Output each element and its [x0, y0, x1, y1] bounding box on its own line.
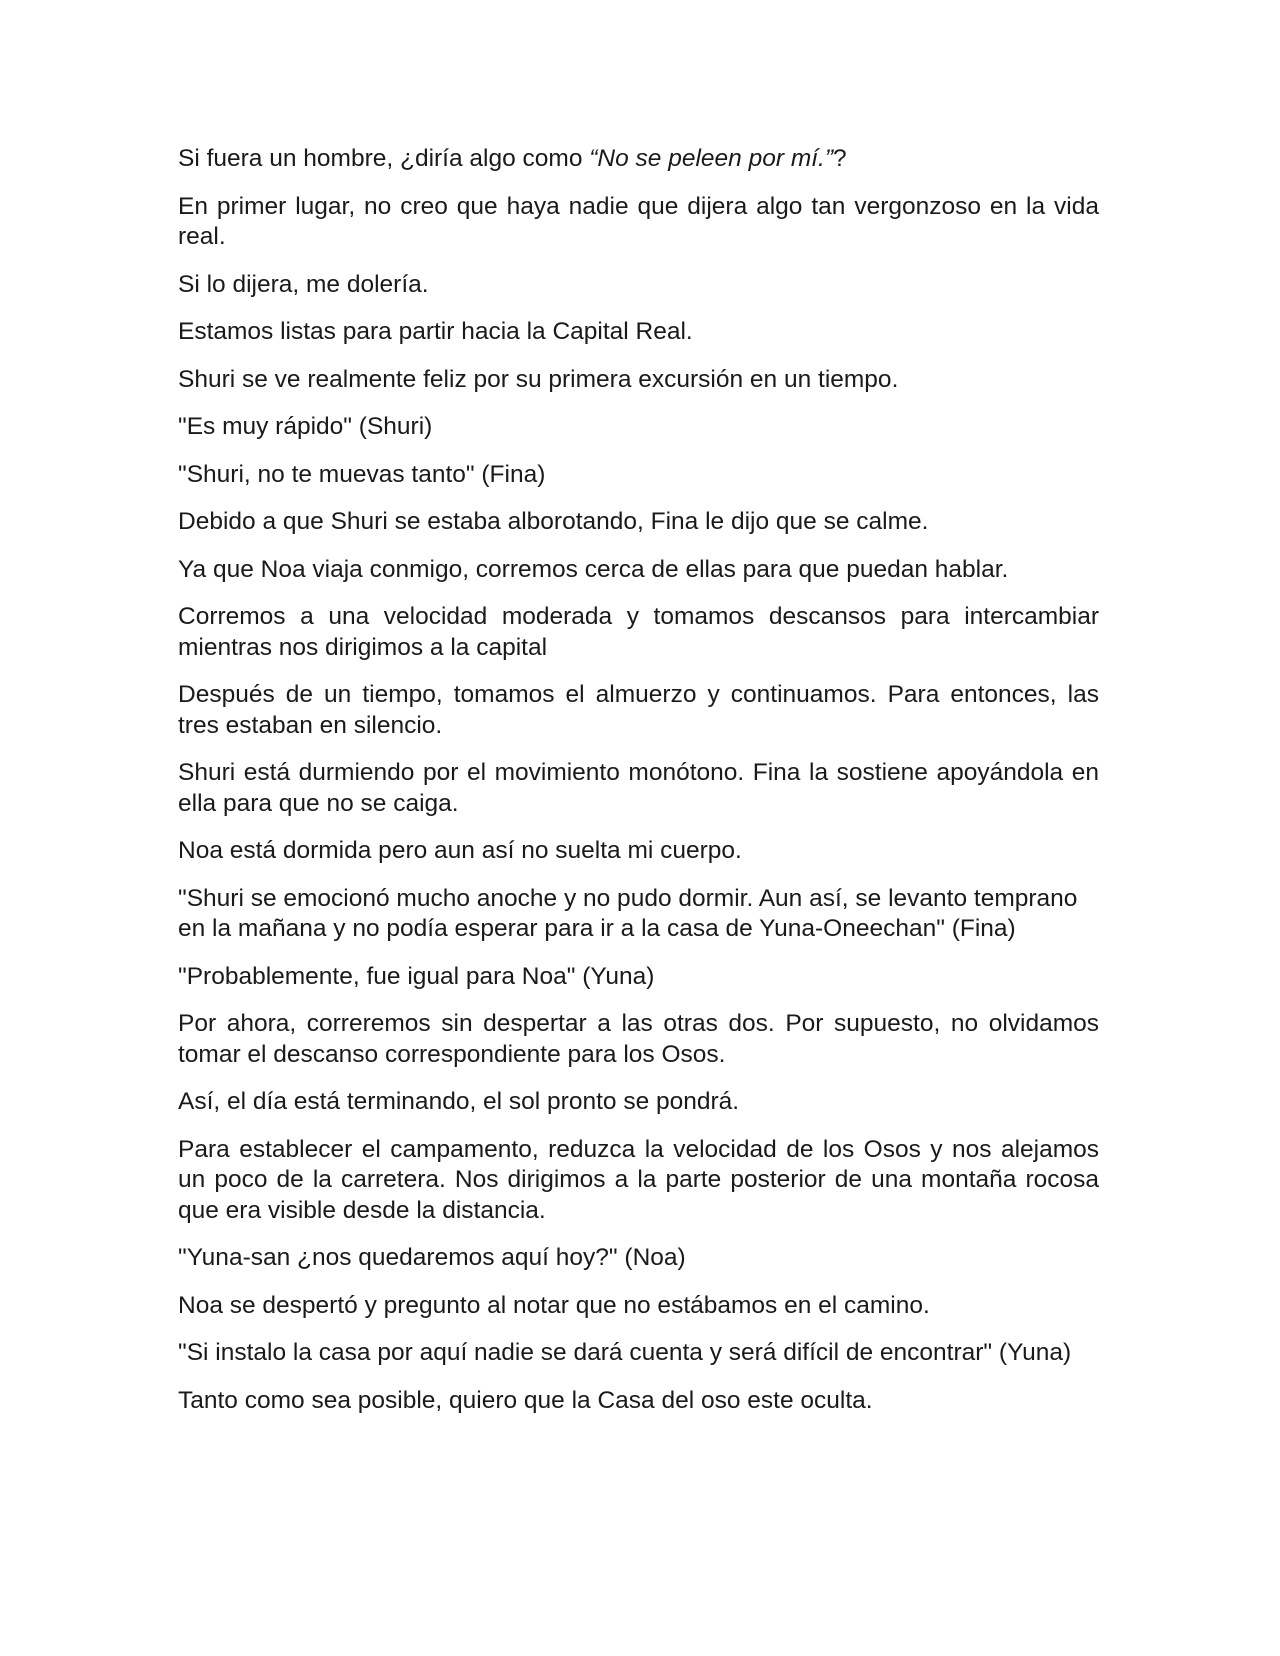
paragraph-22: Tanto como sea posible, quiero que la Casa del oso este oculta.: [178, 1386, 873, 1414]
paragraph-3: Si lo dijera, me dolería.: [178, 270, 429, 298]
paragraph-13: Noa está dormida pero aun así no suelta mi cuerpo.: [178, 837, 742, 864]
paragraph-8: Debido a que Shuri se estaba alborotando, Fina le dijo que se calme.: [178, 508, 929, 535]
paragraph-20: Noa se despertó y pregunto al notar que no estábamos en el camino.: [178, 1291, 930, 1319]
paragraph-21: "Si instalo la casa por aquí nadie se dará cuenta y será difícil de encontrar" (Yuna): [178, 1339, 1072, 1366]
paragraph-1: [178, 144, 1099, 175]
paragraph-17: Así, el día está terminando, el sol pronto se pondrá.: [178, 1088, 740, 1115]
paragraph-5: Shuri se ve realmente feliz por su primera excursión en un tiempo.: [178, 365, 899, 393]
paragraph-4: Estamos listas para partir hacia la Capital Real.: [178, 318, 693, 345]
paragraph-6: "Es muy rápido" (Shuri): [178, 413, 433, 440]
paragraph-18: Para establecer el campamento, reduzca la velocidad de los Osos y nos alejamos un poco de la carretera. Nos dirigimos a la parte posterior de una montaña rocosa que era visible desde la distancia.: [178, 1135, 1099, 1224]
paragraph-14: "Shuri se emocionó mucho anoche y no pudo dormir. Aun así, se levanto temprano en la mañana y no podía esperar para ir a la casa de Yuna-Oneechan" (Fina): [178, 884, 1078, 942]
paragraph-9: Ya que Noa viaja conmigo, corremos cerca de ellas para que puedan hablar.: [178, 555, 1009, 583]
paragraph-2: En primer lugar, no creo que haya nadie que dijera algo tan vergonzoso en la vida real.: [178, 192, 1099, 250]
paragraph-19: "Yuna-san ¿nos quedaremos aquí hoy?" (Noa): [178, 1244, 686, 1271]
paragraph-7: "Shuri, no te muevas tanto" (Fina): [178, 460, 546, 488]
italic-quote: “No se peleen por mí.”: [589, 145, 834, 172]
document-body: [178, 144, 1099, 1433]
paragraph-15: "Probablemente, fue igual para Noa" (Yuna): [178, 962, 655, 990]
paragraph-10: Corremos a una velocidad moderada y tomamos descansos para intercambiar mientras nos dirigimos a la capital: [178, 603, 1099, 661]
paragraph-1-end: ?: [833, 145, 847, 172]
paragraph-12: Shuri está durmiendo por el movimiento monótono. Fina la sostiene apoyándola en ella para que no se caiga.: [178, 759, 1099, 817]
paragraph-1-text: Si fuera un hombre, ¿diría algo como: [178, 145, 590, 172]
paragraph-11: Después de un tiempo, tomamos el almuerzo y continuamos. Para entonces, las tres estaban en silencio.: [178, 681, 1099, 739]
paragraph-16: Por ahora, correremos sin despertar a las otras dos. Por supuesto, no olvidamos tomar el descanso correspondiente para los Osos.: [178, 1010, 1099, 1068]
